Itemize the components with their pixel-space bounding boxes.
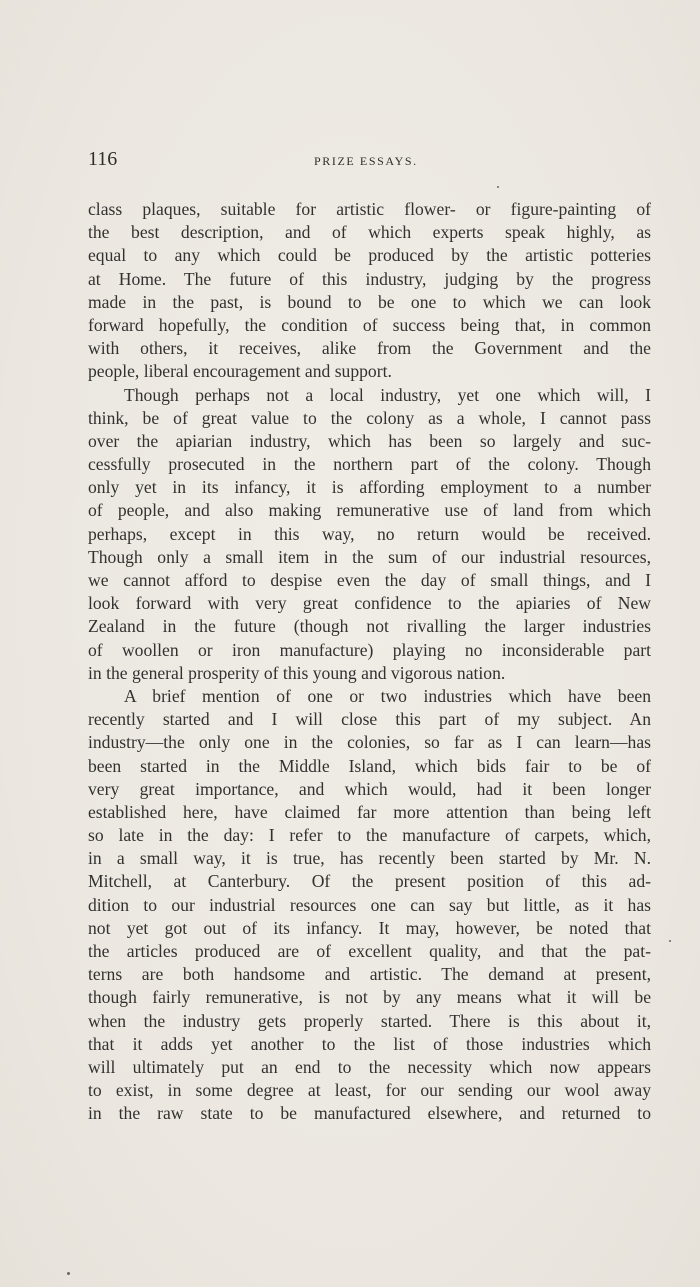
text-line: Though only a small item in the sum of our industrial resources, bbox=[88, 546, 651, 567]
text-line: will ultimately put an end to the necessity which now appears bbox=[88, 1056, 651, 1077]
paragraph-start-line: Though perhaps not a local industry, yet one which will, I bbox=[124, 384, 651, 405]
text-line: at Home. The future of this industry, judging by the progress bbox=[88, 268, 651, 289]
text-line: cessfully prosecuted in the northern part of the colony. Though bbox=[88, 454, 651, 475]
page-header bbox=[88, 148, 652, 172]
text-line: though fairly remunerative, is not by any means what it will be bbox=[88, 987, 651, 1008]
text-line: the best description, and of which experts speak highly, as bbox=[88, 222, 651, 243]
text-line: Mitchell, at Canterbury. Of the present position of this ad- bbox=[88, 871, 651, 892]
text-line: over the apiarian industry, which has been so largely and suc- bbox=[88, 430, 651, 451]
paragraph-start-line: A brief mention of one or two industries which have been bbox=[124, 685, 651, 706]
text-line: industry—the only one in the colonies, so far as I can learn—has bbox=[88, 732, 651, 753]
paper-speck bbox=[669, 940, 671, 942]
text-line: forward hopefully, the condition of success being that, in common bbox=[88, 314, 651, 335]
text-line: to exist, in some degree at least, for our sending our wool away bbox=[88, 1080, 651, 1101]
text-line: class plaques, suitable for artistic flower- or figure-painting of bbox=[88, 199, 651, 219]
text-line: look forward with very great confidence to the apiaries of New bbox=[88, 593, 651, 614]
text-line: the articles produced are of excellent quality, and that the pat- bbox=[88, 941, 651, 961]
text-line: in a small way, it is true, has recently been started by Mr. N. bbox=[88, 848, 651, 869]
text-line: only yet in its infancy, it is affording employment to a number bbox=[88, 477, 651, 498]
text-line: in the general prosperity of this young and vigorous nation. bbox=[88, 662, 506, 683]
text-line: equal to any which could be produced by the artistic potteries bbox=[88, 245, 651, 266]
text-line: that it adds yet another to the list of those industries which bbox=[88, 1033, 651, 1054]
text-line: terns are both handsome and artistic. The demand at present, bbox=[88, 964, 651, 985]
body-text bbox=[88, 198, 651, 1126]
text-line: recently started and I will close this part of my subject. An bbox=[88, 709, 651, 730]
text-line: perhaps, except in this way, no return would be received. bbox=[88, 523, 651, 544]
text-line: we cannot afford to despise even the day of small things, and I bbox=[88, 570, 651, 590]
text-line: of woollen or iron manufacture) playing no inconsiderable part bbox=[88, 639, 651, 660]
page-number: 116 bbox=[88, 148, 118, 170]
text-line: dition to our industrial resources one can say but little, as it has bbox=[88, 894, 651, 915]
running-head: PRIZE ESSAYS. bbox=[314, 154, 418, 168]
text-line: when the industry gets properly started. There is this about it, bbox=[88, 1010, 651, 1031]
text-line: not yet got out of its infancy. It may, however, be noted that bbox=[88, 917, 651, 938]
text-line: Zealand in the future (though not rivalling the larger industries bbox=[88, 616, 651, 637]
text-line: in the raw state to be manufactured elsewhere, and returned to bbox=[88, 1103, 651, 1124]
text-line: think, be of great value to the colony as a whole, I cannot pass bbox=[88, 407, 651, 428]
text-line: been started in the Middle Island, which bids fair to be of bbox=[88, 755, 651, 776]
text-line: very great importance, and which would, had it been longer bbox=[88, 778, 651, 799]
text-line: people, liberal encouragement and support. bbox=[88, 361, 392, 382]
text-line: of people, and also making remunerative use of land from which bbox=[88, 500, 651, 521]
paper-speck bbox=[497, 186, 499, 188]
text-line: so late in the day: I refer to the manufacture of carpets, which, bbox=[88, 825, 651, 846]
paper-speck bbox=[67, 1272, 70, 1275]
text-line: established here, have claimed far more attention than being left bbox=[88, 801, 651, 822]
text-line: made in the past, is bound to be one to which we can look bbox=[88, 291, 651, 312]
text-line: with others, it receives, alike from the Government and the bbox=[88, 338, 651, 359]
